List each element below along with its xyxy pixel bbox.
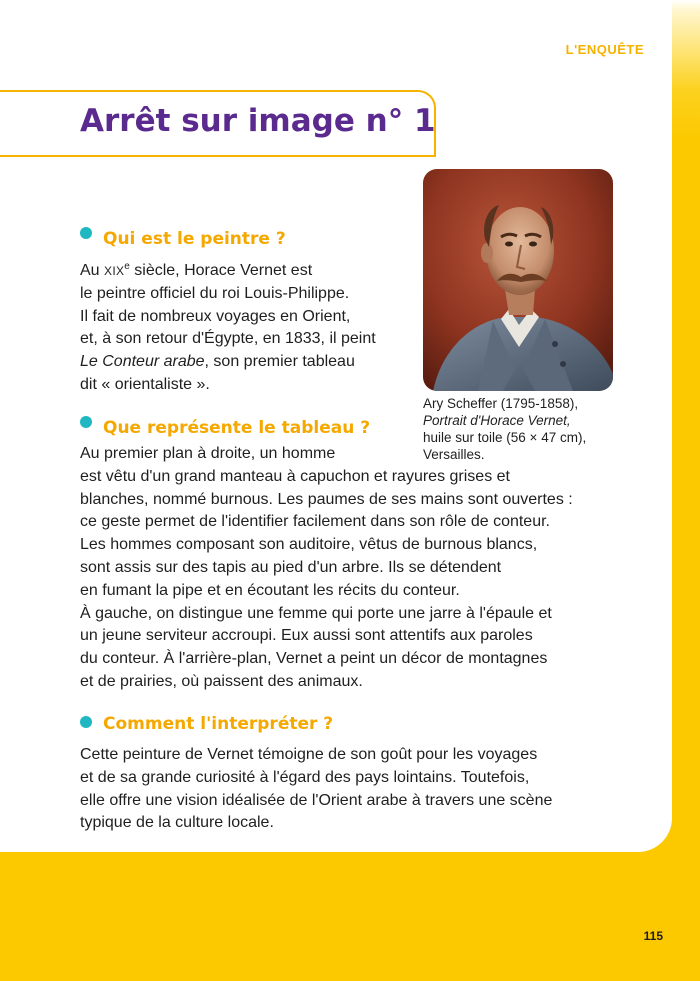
caption-line-4: Versailles. xyxy=(423,447,485,462)
portrait-painting xyxy=(423,169,613,391)
text-line: du conteur. À l'arrière-plan, Vernet a peint un décor de montagnes xyxy=(80,650,548,668)
text-line: dit « orientaliste ». xyxy=(80,375,210,393)
text-line: ce geste permet de l'identifier facilement dans son rôle de conteur. xyxy=(80,513,550,531)
caption-line-3: huile sur toile (56 × 47 cm), xyxy=(423,430,587,445)
text-line: Les hommes composant son auditoire, vêtus de burnous blancs, xyxy=(80,536,538,554)
text-line: et de prairies, où paissent des animaux. xyxy=(80,672,363,690)
text-line: le peintre officiel du roi Louis-Philippe. xyxy=(80,284,350,302)
section-text-painter xyxy=(80,256,376,397)
text-line: et de sa grande curiosité à l'égard des pays lointains. Toutefois, xyxy=(80,768,530,786)
text-line: Au premier plan à droite, un homme xyxy=(80,445,336,462)
text-line: blanches, nommé burnous. Les paumes de ses mains sont ouvertes : xyxy=(80,490,573,508)
portrait-illustration xyxy=(423,169,613,391)
text-line: Le Conteur arabe, son premier tableau xyxy=(80,353,355,371)
section-heading-interpretation: Comment l'interpréter ? xyxy=(103,714,334,734)
section-tag: L'ENQUÊTE xyxy=(565,42,644,57)
page-number: 115 xyxy=(643,929,663,943)
section-text-painting xyxy=(80,443,573,694)
section-heading-painting: Que représente le tableau ? xyxy=(103,418,371,438)
text-line: À gauche, on distingue une femme qui porte une jarre à l'épaule et xyxy=(80,604,552,622)
bullet-dot-icon xyxy=(80,416,92,428)
bullet-dot-icon xyxy=(80,227,92,239)
text-line: Cette peinture de Vernet témoigne de son goût pour les voyages xyxy=(80,746,538,763)
text-line: typique de la culture locale. xyxy=(80,814,274,832)
text-line: et, à son retour d'Égypte, en 1833, il peint xyxy=(80,330,376,348)
text-line: Il fait de nombreux voyages en Orient, xyxy=(80,307,351,325)
bullet-dot-icon xyxy=(80,716,92,728)
caption-line-1: Ary Scheffer (1795-1858), xyxy=(423,396,579,411)
text-line: Au XIXe siècle, Horace Vernet est xyxy=(80,261,313,279)
text-line: un jeune serviteur accroupi. Eux aussi sont attentifs aux paroles xyxy=(80,627,533,645)
section-text-interpretation xyxy=(80,744,552,835)
caption-line-2: Portrait d'Horace Vernet, xyxy=(423,413,571,428)
footer-color-band xyxy=(0,852,700,981)
text-line: elle offre une vision idéalisée de l'Orient arabe à travers une scène xyxy=(80,791,553,809)
text-line: est vêtu d'un grand manteau à capuchon et rayures grises et xyxy=(80,467,510,485)
page-title: Arrêt sur image n° 1 xyxy=(80,103,436,139)
section-heading-painter: Qui est le peintre ? xyxy=(103,229,286,249)
text-line: en fumant la pipe et en écoutant les récits du conteur. xyxy=(80,581,460,599)
text-line: sont assis sur des tapis au pied d'un arbre. Ils se détendent xyxy=(80,558,502,576)
